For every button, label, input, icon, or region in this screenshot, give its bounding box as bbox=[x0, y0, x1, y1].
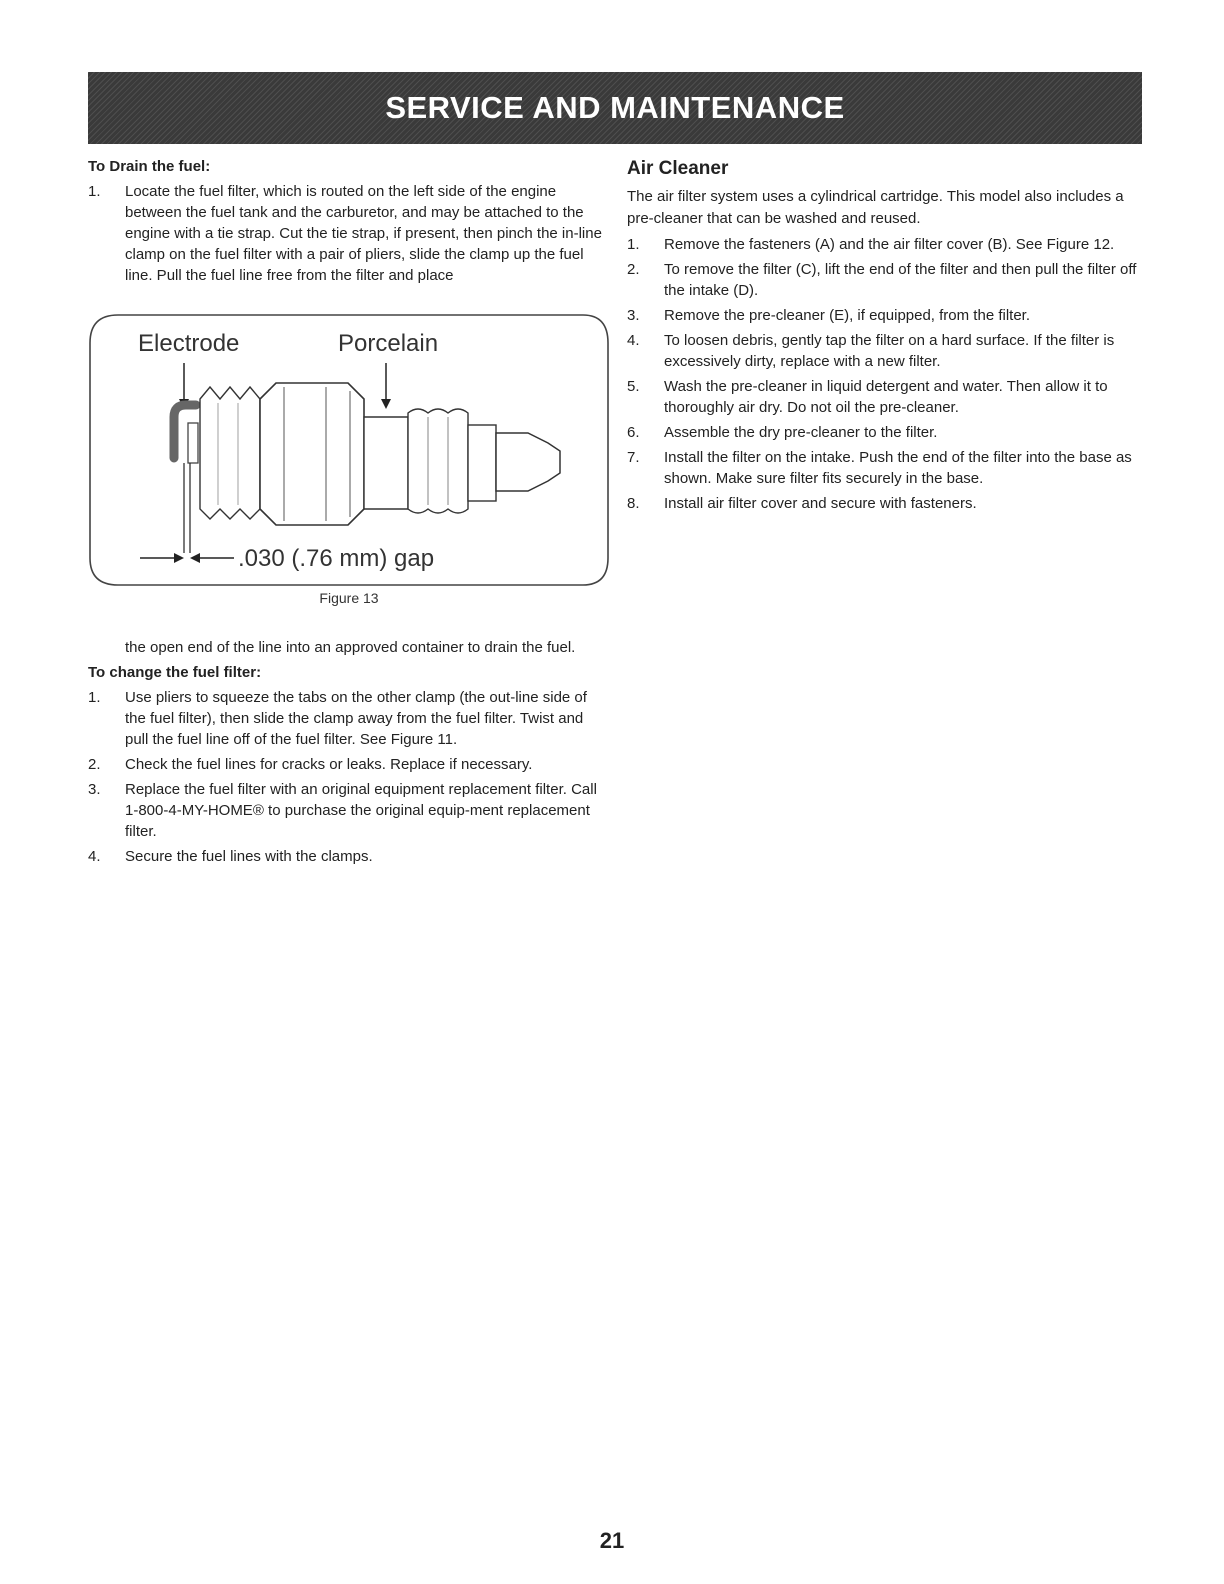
left-column bbox=[88, 158, 608, 290]
drain-fuel-steps bbox=[88, 181, 608, 286]
electrode-label: Electrode bbox=[138, 330, 240, 357]
list-item bbox=[627, 330, 1147, 372]
air-cleaner-intro: The air filter system uses a cylindrical cartridge. This model also includes a pre-cleaner that can be washed and reused. bbox=[627, 188, 1124, 227]
spark-plug-figure bbox=[88, 313, 610, 588]
step-number: 2. bbox=[627, 261, 640, 278]
figure-caption: Figure 13 bbox=[319, 590, 379, 606]
drain-fuel-heading: To Drain the fuel: bbox=[88, 158, 211, 175]
step-text: Replace the fuel filter with an original equipment replacement filter. Call 1-800-4-MY-HOME® to purchase the original equip-ment replacement filter. bbox=[125, 781, 597, 840]
gap-label: .030 (.76 mm) gap bbox=[238, 545, 435, 572]
step-number: 7. bbox=[627, 449, 640, 466]
step-number: 3. bbox=[88, 781, 101, 798]
air-cleaner-heading: Air Cleaner bbox=[627, 158, 729, 179]
step-number: 2. bbox=[88, 756, 101, 773]
change-filter-steps bbox=[88, 687, 608, 867]
list-item bbox=[627, 305, 1147, 326]
step-text: Check the fuel lines for cracks or leaks. Replace if necessary. bbox=[125, 756, 533, 773]
list-item bbox=[627, 447, 1147, 489]
porcelain-arrowhead-icon bbox=[381, 399, 391, 409]
change-filter-heading: To change the fuel filter: bbox=[88, 664, 262, 681]
terminal-nut bbox=[496, 433, 560, 491]
step-number: 4. bbox=[88, 848, 101, 865]
step-text: Wash the pre-cleaner in liquid detergent and water. Then allow it to thoroughly air dry. Do not oil the pre-cleaner. bbox=[664, 378, 1108, 416]
left-column-continued bbox=[88, 637, 608, 871]
thread-section bbox=[200, 387, 260, 519]
insulator-ribs bbox=[408, 409, 468, 513]
step-text: Use pliers to squeeze the tabs on the other clamp (the out-line side of the fuel filter), then slide the clamp away from the fuel filter. Twist and pull the fuel line off of the fuel filter. See Figure 11. bbox=[125, 689, 587, 748]
step-number: 8. bbox=[627, 495, 640, 512]
header-bar bbox=[88, 72, 1142, 144]
list-item bbox=[88, 754, 608, 775]
step-number: 1. bbox=[88, 183, 101, 200]
step-number: 3. bbox=[627, 307, 640, 324]
gap-arrowhead-left-icon bbox=[174, 553, 184, 563]
list-item bbox=[627, 259, 1147, 301]
step-number: 5. bbox=[627, 378, 640, 395]
step-number: 1. bbox=[627, 236, 640, 253]
step-number: 6. bbox=[627, 424, 640, 441]
step-text: Install air filter cover and secure with fasteners. bbox=[664, 495, 977, 512]
step-text: Install the filter on the intake. Push the end of the filter into the base as shown. Make sure filter fits securely in the base. bbox=[664, 449, 1132, 487]
step-number: 4. bbox=[627, 332, 640, 349]
step-text: Remove the fasteners (A) and the air filter cover (B). See Figure 12. bbox=[664, 236, 1115, 253]
page-title: SERVICE AND MAINTENANCE bbox=[385, 90, 845, 125]
list-item bbox=[88, 181, 608, 286]
list-item bbox=[88, 687, 608, 750]
step-number: 1. bbox=[88, 689, 101, 706]
list-item bbox=[88, 779, 608, 842]
porcelain-label: Porcelain bbox=[338, 330, 439, 357]
list-item bbox=[88, 846, 608, 867]
step-text: Locate the fuel filter, which is routed on the left side of the engine between the fuel tank and the carburetor, and may be attached to the engine with a tie strap. Cut the tie strap, if present, then pinch the in-line clamp on the fuel filter with a pair of pliers, slide the clamp up the fuel line. Pull the fuel line free from the filter and place bbox=[125, 183, 602, 284]
center-electrode bbox=[188, 423, 198, 463]
drain-step1-continued: the open end of the line into an approved container to drain the fuel. bbox=[125, 639, 576, 656]
terminal-stem bbox=[468, 425, 496, 501]
step-text: Secure the fuel lines with the clamps. bbox=[125, 848, 373, 865]
list-item bbox=[627, 422, 1147, 443]
right-column bbox=[627, 158, 1147, 518]
porcelain-insulator bbox=[364, 417, 408, 509]
list-item bbox=[627, 493, 1147, 514]
step-text: Assemble the dry pre-cleaner to the filter. bbox=[664, 424, 938, 441]
step-text: Remove the pre-cleaner (E), if equipped, from the filter. bbox=[664, 307, 1031, 324]
list-item bbox=[627, 234, 1147, 255]
step-text: To remove the filter (C), lift the end of the filter and then pull the filter off the intake (D). bbox=[664, 261, 1137, 299]
list-item bbox=[627, 376, 1147, 418]
step-text: To loosen debris, gently tap the filter on a hard surface. If the filter is excessively dirty, replace with a new filter. bbox=[664, 332, 1115, 370]
air-cleaner-steps bbox=[627, 234, 1147, 514]
spark-plug-diagram bbox=[88, 313, 610, 588]
gap-arrowhead-right-icon bbox=[190, 553, 200, 563]
hex-body bbox=[260, 383, 364, 525]
page-number: 21 bbox=[599, 1528, 625, 1553]
